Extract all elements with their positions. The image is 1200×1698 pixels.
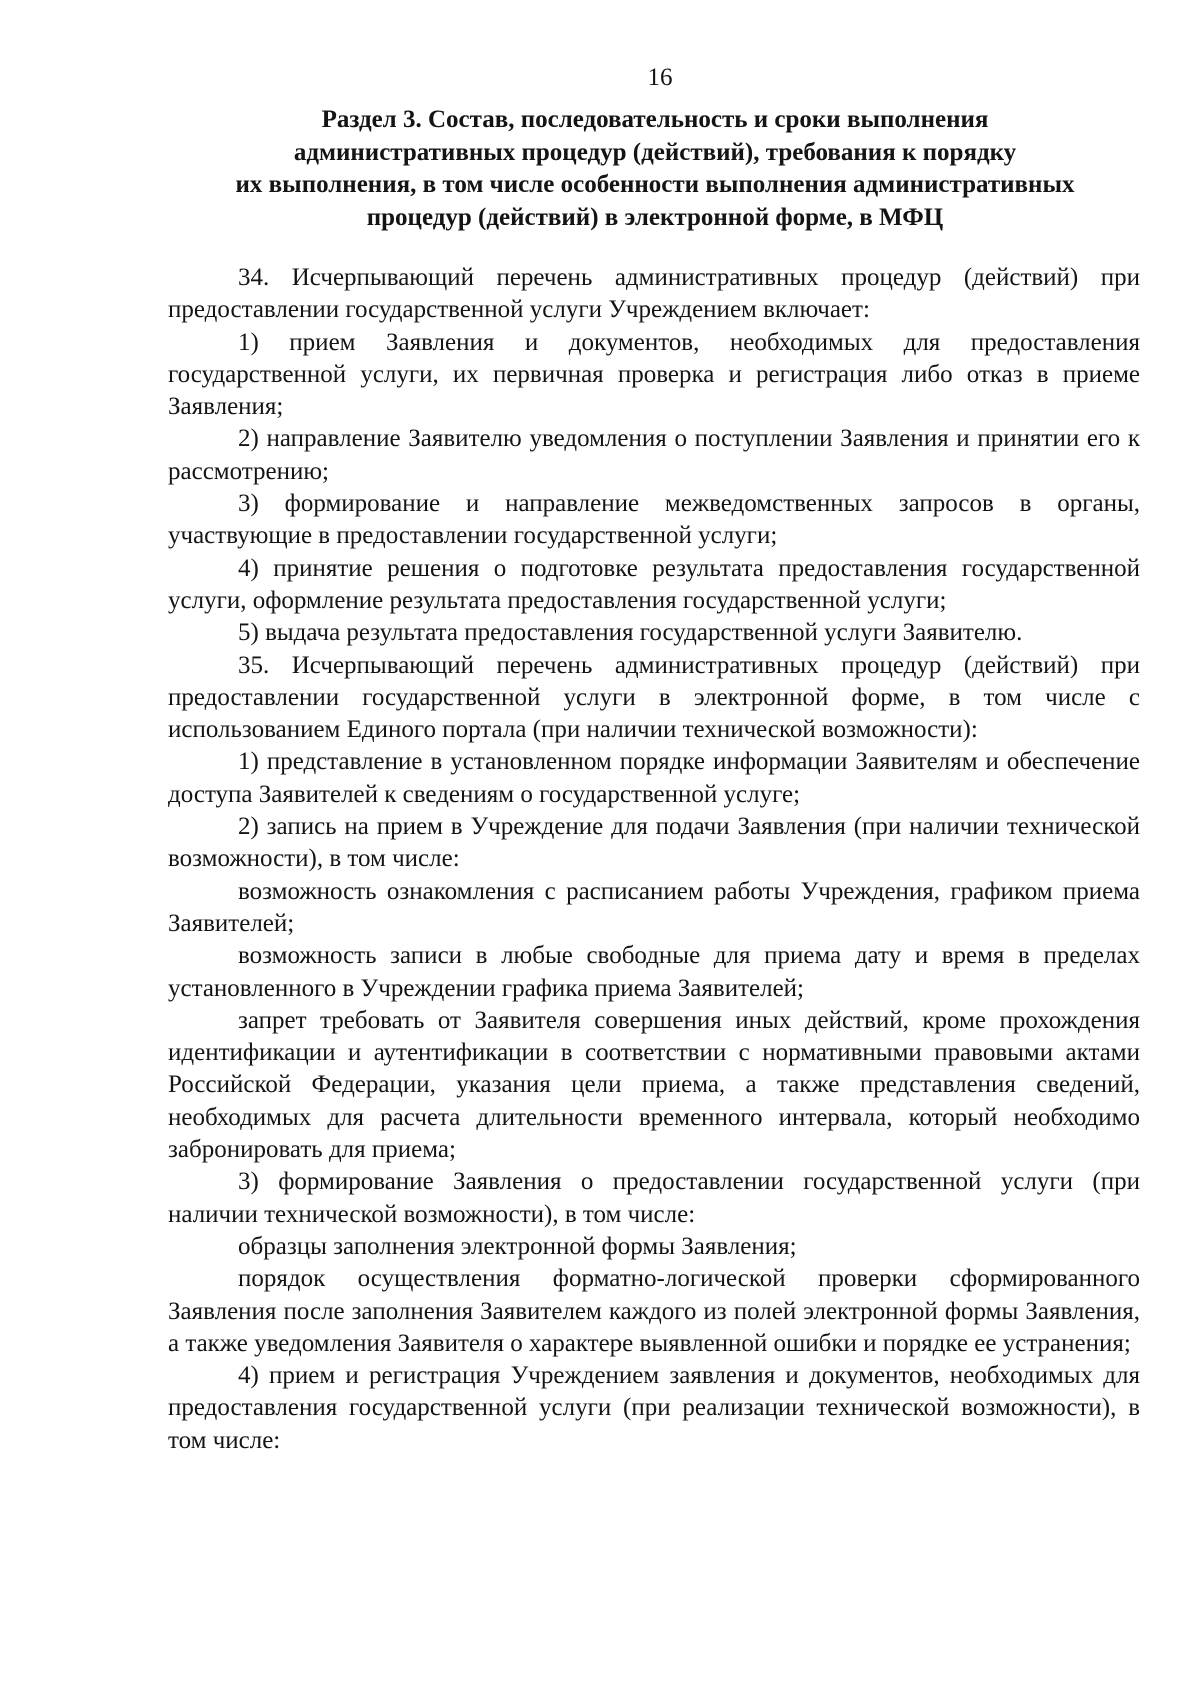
- sub-item-samples: образцы заполнения электронной формы Заявления;: [238, 1232, 797, 1260]
- sub-item-validation: порядок осуществления форматно-логической проверки сформированного Заявления после заполнения Заявителем каждого из полей электронной формы Заявления, а также уведомления Заявителя о характере выявленной ошибки и порядке ее устранения;: [168, 1265, 1140, 1357]
- list-item-34-2: 2) направление Заявителю уведомления о поступлении Заявления и принятии его к рассмотрению;: [168, 425, 1140, 485]
- list-item-35-4: 4) прием и регистрация Учреждением заявления и документов, необходимых для предоставления государственной услуги (при реализации технической возможности), в том числе:: [168, 1362, 1140, 1454]
- list-item-35-1: 1) представление в установленном порядке информации Заявителям и обеспечение доступа Заявителей к сведениям о государственной услуге;: [168, 748, 1140, 808]
- title-line: их выполнения, в том числе особенности выполнения административных: [235, 171, 1075, 198]
- title-line: процедур (действий) в электронной форме, в МФЦ: [366, 203, 944, 231]
- title-line: Раздел 3. Состав, последовательность и сроки выполнения: [321, 106, 989, 133]
- list-item-35-2: 2) запись на прием в Учреждение для подачи Заявления (при наличии технической возможности), в том числе:: [168, 813, 1140, 873]
- list-item-34-1: 1) прием Заявления и документов, необходимых для предоставления государственной услуги, их первичная проверка и регистрация либо отказ в приеме Заявления;: [168, 328, 1140, 421]
- title-line: административных процедур (действий), требования к порядку: [293, 138, 1017, 166]
- list-item-34-3: 3) формирование и направление межведомственных запросов в органы, участвующие в предоставлении государственной услуги;: [168, 490, 1140, 550]
- sub-item-prohibition: запрет требовать от Заявителя совершения иных действий, кроме прохождения идентификации и аутентификации в соответствии с нормативными правовыми актами Российской Федерации, указания цели приема, а также представления сведений, необходимых для расчета длительности временного интервала, который необходимо забронировать для приема;: [168, 1006, 1140, 1164]
- document-body: [168, 262, 1140, 1457]
- page-number: 16: [647, 64, 673, 91]
- sub-item-booking: возможность записи в любые свободные для приема дату и время в пределах установленного в Учреждении графика приема Заявителей;: [168, 942, 1140, 1002]
- paragraph-34: 34. Исчерпывающий перечень административных процедур (действий) при предоставлении государственной услуги Учреждением включает:: [168, 264, 1140, 324]
- list-item-34-5: 5) выдача результата предоставления государственной услуги Заявителю.: [238, 619, 1023, 647]
- paragraph-35: 35. Исчерпывающий перечень административных процедур (действий) при предоставлении государственной услуги в электронной форме, в том числе с использованием Единого портала (при наличии технической возможности):: [168, 651, 1140, 744]
- section-title: [170, 104, 1140, 234]
- list-item-34-4: 4) принятие решения о подготовке результата предоставления государственной услуги, оформление результата предоставления государственной услуги;: [168, 554, 1140, 614]
- list-item-35-3: 3) формирование Заявления о предоставлении государственной услуги (при наличии технической возможности), в том числе:: [168, 1168, 1140, 1228]
- sub-item-schedule: возможность ознакомления с расписанием работы Учреждения, графиком приема Заявителей;: [168, 877, 1140, 937]
